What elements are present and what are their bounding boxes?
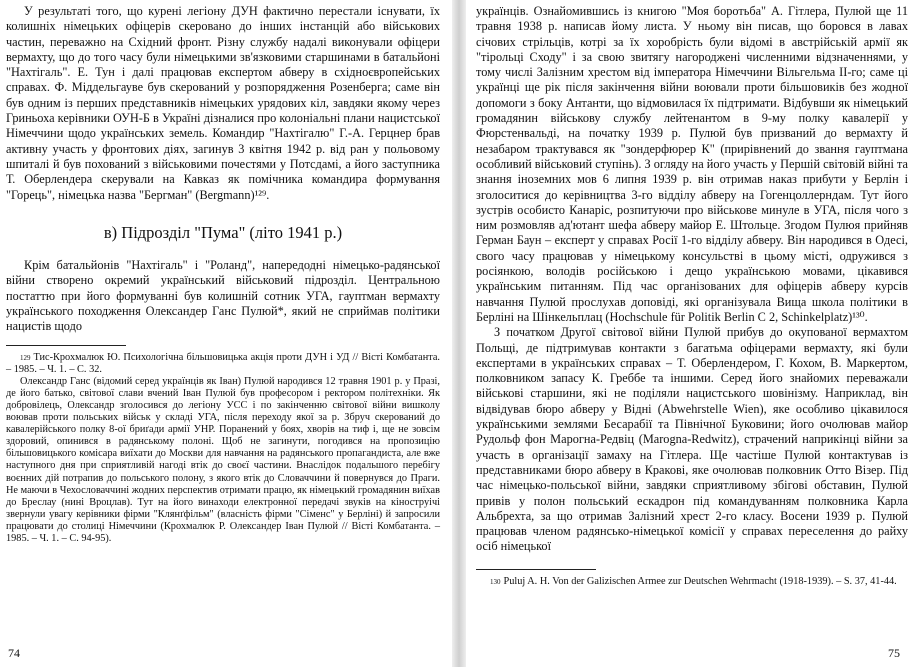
- footnote-129-number: 129: [20, 353, 31, 362]
- footnote-130-number: 130: [490, 577, 501, 586]
- right-footnotes: [476, 576, 908, 588]
- right-main-text: [476, 4, 908, 555]
- book-gutter: [452, 0, 466, 667]
- left-main-text: [6, 4, 440, 335]
- section-heading: в) Підрозділ "Пума" (літо 1941 р.): [103, 222, 343, 242]
- footnote-130-text: Puluj A. H. Von der Galizischen Armee zur Deutschen Wehrmacht (1918-1939). – S. 37, 41-44.: [503, 575, 897, 587]
- left-footnotes: [6, 352, 440, 546]
- footnote-asterisk: Олександр Ганс (відомий серед українців як Іван) Пулюй народився 12 травня 1901 р. у Празі, де його батько, світової слави вчений Іван Пулюй був професором і ректором політехніки. Як добровілець, Олександр зголосився до легіону УСС і по закінченню світової війни вишколу воював проти польських військ у складі УГА, після переходу якої за р. Збруч скерований до кавалерійського полку 8-ої бриґади армії УНР. Поранений у боях, хворів на тиф і, ще не зовсім здоровий, опинився в радянському полоні. Щоб не загинути, погодився на пропозицію більшовицького комісара виїхати до Москви для навчання на радянського пропагандиста, але вже наступного дня при сприятливій нагоді втік до своєї частини. Внаслідок подальшого перебігу воєнних дій потрапив до польського полону, з якого втік до Словаччини й повернувся до Праги. Не маючи в Чехословаччині жодних перспектив отримати працю, як німецький громадянин виїхав до Бреслау (нині Вроцлав). Тут на його винаходи електронної передачі звуків на кіноструічі звернули увагу керівники фірми "Клянґфільм" (власність фірми "Сіменс" у Берліні) й запросили працювати до столиці Німеччини (Крохмалюк Р. Олександер Іван Пулюй // Вісті Комбатанта. – 1985. – Ч. 1. – С. 94-95).: [6, 375, 440, 545]
- right-paragraph-1: українців. Ознайомившись із книгою "Моя боротьба" А. Гітлера, Пулюй ще 11 травня 1938 р. написав йому листа. У ньому він писав, що боровся в лавах січових стрільців, котрі за їх хоробрість були відомі в австрійській армії як "тірольці Сходу" і за свою звитягу нагороджені численними відзначеннями, у тому числі Залізним хрестом від імператора Німеччини Вільгельма II-го; саме ці українці ще рік після закінчення війни воювали проти більшовиків без жодної допомоги з боку Антанти, що відмовилася їх підтримати. Відбувши як німецький громадянин військову службу лейтенантом в 9-му полку кавалерії у Фюрстенвальді, на початку 1939 р. Пулюй був призваний до вермахту й незабаром трактувався як "зондерфюрер К" (прирівнений до звання гауптмана особливий військовий ступінь). З огляду на його участь у Першій світовій війні та знання іноземних мов 6 липня 1939 р. він отримав наказ прибути у Берлін і зголоситися до керівництва 3-го відділу абверу на Гогенцоллерндам. Тут його зустрів особисто Канаріс, розпитуючи про військове минуле в УГА, після чого з ним розмовляв ад'ютант шефа абверу майор Е. Штольце. Згодом Пулюя прийняв Герман Баун – експерт у справах Росії 1-го відділу абверу. Він народився в Одесі, свого часу працював у німецькому консульстві в цьому місті, одружився з росіянкою, володів російською і дещо українською мовами, цікавився українським питанням. Під час організованих для офіцерів абверу курсів навчання Пулюй прослухав доповіді, які організувала Вища школа політики в Берліні на Шінкельплац (Hochschule für Politik Berlin C 2, Schinkelplatz)¹³⁰.: [476, 4, 908, 324]
- page-number-right: 75: [888, 646, 900, 660]
- page-number-left: 74: [8, 646, 20, 660]
- left-page: [6, 4, 440, 545]
- right-page: [476, 4, 908, 588]
- footnote-divider: [6, 345, 126, 346]
- footnote-129-text: Тис-Крохмалюк Ю. Психологічна більшовицька акція проти ДУН і УД // Вісті Комбатанта. – 1985. – Ч. 1. – С. 32.: [6, 351, 440, 375]
- right-paragraph-2: З початком Другої світової війни Пулюй прибув до окупованої вермахтом Польщі, де підтримував контакти з багатьма офіцерами вермахту, які були експертами в українських справах – Т. Оберлендером, Г. Кохом, В. Маркертом, полковником запасу К. Греббе та іншими. Серед його знайомих переважали військові старшини, які не поділяли нацистського шовінізму. Наприклад, він відвідував бюро абверу у Відні (Abwehrstelle Wien), яке особливо цікавилося українськими землями Бесарабії та Північної Буковини; його очолював майор Рудольф фон Марогна-Редвіц (Marogna-Redwitz), страчений наприкінці війни за участь в організації замаху на Гітлера. Ще частіше Пулюй контактував із представниками бюро абверу в Кракові, яке очолював полковник Отто Візер. Під час німецько-польської війни, завдяки сприятливому збігові обставин, Пулюй привів у полон польський ескадрон під командуванням полковника Карла Альбрехта, за що отримав Залізний хрест 2-го класу. Восени 1939 р. Пулюй працював членом радянсько-німецької комісії у справах переселення до райху осіб німецької: [476, 325, 908, 554]
- left-paragraph-1: У результаті того, що курені легіону ДУН фактично перестали існувати, їх колишніх німецьких офіцерів скеровано до інших інстанцій або військових частин, переважно на Східний фронт. Різну службу надалі виконували офіцери вермахту, що до того часу були німецькими зв'язковими старшинами в батальйоні "Нахтігаль". Е. Тун і далі працював експертом абверу в східноєвропейських справах. Ф. Міддельгауве був скерований у розпорядження Розенберга; саме він був одним із перших представників німецьких урядових кіл, завдяки якому через Гриньоха керівники ОУН-Б в Україні дізналися про колоніальні плани нацистської Німеччини щодо українських земель. Командир "Нахтігалю" Г.-А. Герцнер брав активну участь у фронтових діях, загинув 3 квітня 1942 р. від ран у польовому шпиталі й був похований з військовими почестями у Потсдамі, а його заступника Т. Оберлендера скерували на Кавказ як помічника командира формування "Горець", німецька назва "Бергман" (Bergmann)¹²⁹.: [6, 4, 440, 202]
- left-paragraph-2: Крім батальйонів "Нахтігаль" і "Роланд", напередодні німецько-радянської війни створено окремий український військовий підрозділ. Центральною постаттю при його формуванні був колишній сотник УГА, гауптман вермахту українського походження Олександер Ганс Пулюй*, який не сприймав політики нацистів щодо: [6, 258, 440, 334]
- footnote-129: [6, 352, 440, 376]
- footnote-divider: [476, 569, 596, 570]
- footnote-130: [476, 576, 908, 588]
